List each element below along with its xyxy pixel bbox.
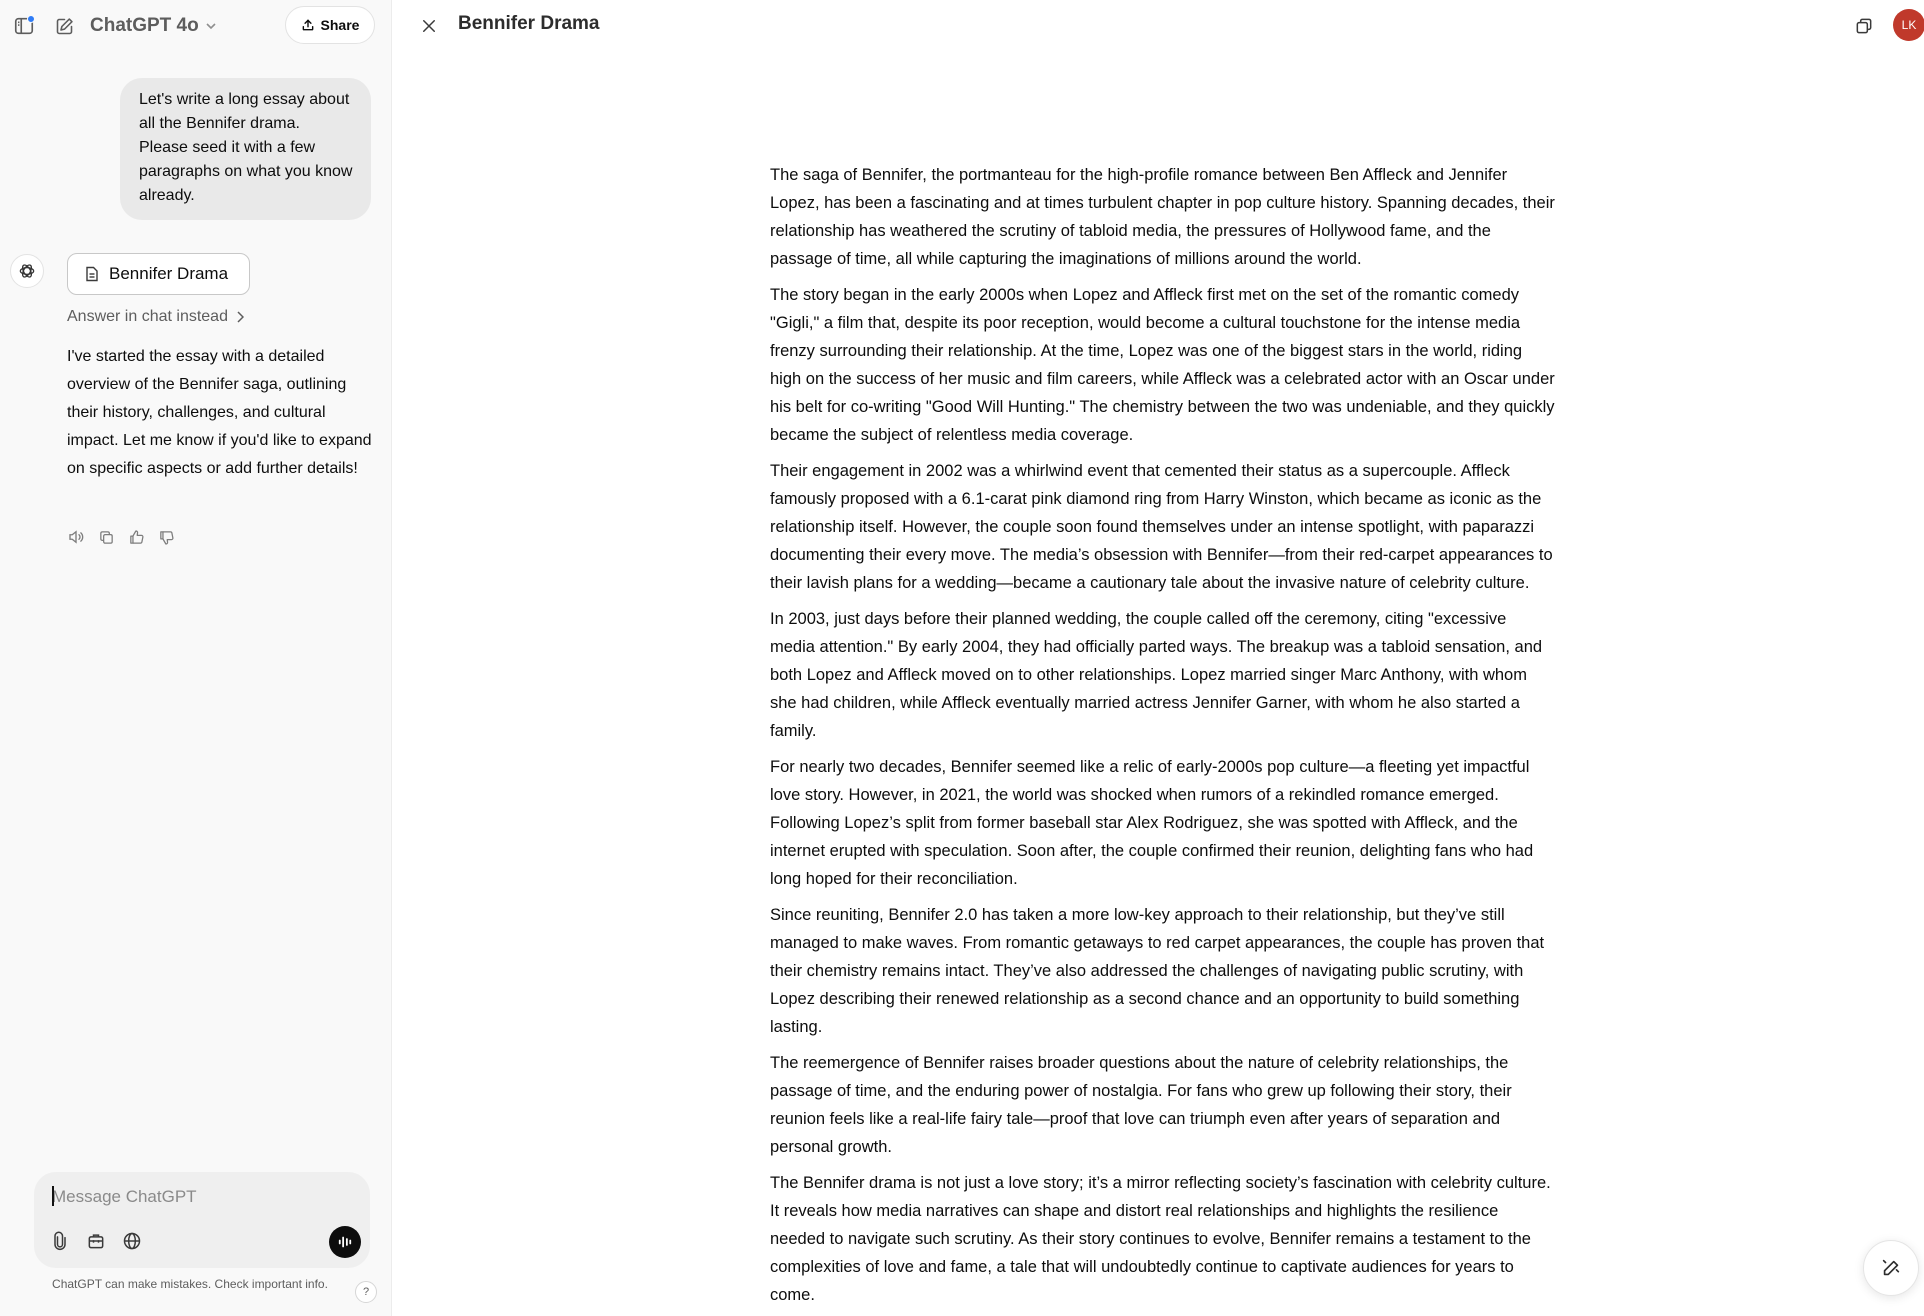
toolbox-icon <box>86 1231 106 1251</box>
chevron-right-icon <box>236 311 244 323</box>
close-canvas-button[interactable] <box>413 10 445 42</box>
canvas-pane <box>393 0 1924 1316</box>
answer-in-chat-label: Answer in chat instead <box>67 308 228 325</box>
user-message-bubble <box>120 78 371 220</box>
message-composer <box>34 1172 370 1268</box>
assistant-message-text: I've started the essay with a detailed overview of the Bennifer saga, outlining their history, challenges, and cultural impact. Let me know if you'd like to expand on specific aspects or add further details! <box>67 348 372 477</box>
thumbs-down-icon <box>158 529 175 546</box>
share-button[interactable] <box>285 6 375 44</box>
disclaimer-text: ChatGPT can make mistakes. Check important info. <box>52 1277 328 1291</box>
message-actions <box>64 525 178 549</box>
document-paragraph: The Bennifer drama is not just a love story; it’s a mirror reflecting society’s fascination with celebrity culture. It reveals how media narratives can shape and distort real relationships and highlights the resilience needed to navigate such scrutiny. As their story continues to evolve, Bennifer remains a testament to the complexities of love and fame, a tale that will undoubtedly continue to captivate audiences for years to come. <box>770 1174 1551 1304</box>
message-input[interactable] <box>52 1184 352 1210</box>
copy-icon <box>98 529 115 546</box>
openai-logo-icon <box>17 261 37 281</box>
document-paragraph: In 2003, just days before their planned wedding, the couple called off the ceremony, citing "excessive media attention." By early 2004, they had officially parted ways. The breakup was a tabloid sensation, and both Lopez and Affleck moved on to other relationships. Lopez married singer Marc Anthony, with whom she had children, while Affleck eventually married actress Jennifer Garner, with whom he also started a family. <box>770 610 1543 740</box>
answer-in-chat-link[interactable] <box>67 308 244 326</box>
canvas-card-label: Bennifer Drama <box>109 264 229 283</box>
chevron-down-icon <box>205 20 217 32</box>
user-message-text: Let's write a long essay about all the Bennifer drama. Please seed it with a few paragraphs on what you know already. <box>139 91 353 204</box>
document-paragraph: The saga of Bennifer, the portmanteau for the high-profile romance between Ben Affleck and Jennifer Lopez, has been a fascinating and at times turbulent chapter in pop culture history. Spanning decades, their relationship has weathered the scrutiny of tabloid media, the pressures of Hollywood fame, and the passage of time, all while capturing the imaginations of millions around the world. <box>770 166 1555 268</box>
notification-dot <box>27 15 35 23</box>
document-paragraph: The story began in the early 2000s when Lopez and Affleck first met on the set of the romantic comedy "Gigli," a film that, despite its poor reception, would become a cultural touchstone for the intense media frenzy surrounding their relationship. At the time, Lopez was one of the biggest stars in the world, riding high on the success of her music and film careers, while Affleck was a celebrated actor with an Oscar under his belt for co-writing "Good Will Hunting." The chemistry between the two was undeniable, and they quickly became the subject of relentless media coverage. <box>770 286 1555 444</box>
document-paragraph: Since reuniting, Bennifer 2.0 has taken a more low-key approach to their relationship, but they’ve still managed to make waves. From romantic getaways to red carpet appearances, the couple has proven that their chemistry remains intact. They’ve also addressed the challenges of navigating public scrutiny, with Lopez describing their renewed relationship as a second chance and an opportunity to build something lasting. <box>770 906 1545 1036</box>
edit-pencil-icon <box>1880 1257 1902 1279</box>
canvas-document-card[interactable] <box>67 253 250 295</box>
upload-icon <box>301 18 315 32</box>
canvas-document[interactable] <box>770 161 1555 1316</box>
assistant-avatar <box>10 254 44 288</box>
web-search-button[interactable] <box>118 1227 146 1255</box>
document-paragraph: Their engagement in 2002 was a whirlwind event that cemented their status as a supercouple. Affleck famously proposed with a 6.1-carat pink diamond ring from Harry Winston, which became as iconic as the relationship itself. However, the couple soon found themselves under an intense spotlight, with paparazzi documenting their every move. The media’s obsession with Bennifer—from their red-carpet appearances to their lavish plans for a wedding—became a cautionary tale about the invasive nature of celebrity culture. <box>770 462 1553 592</box>
speaker-icon <box>67 528 85 546</box>
versions-button[interactable] <box>1848 10 1880 42</box>
model-switcher[interactable] <box>90 12 217 40</box>
text-caret <box>52 1186 54 1206</box>
model-name: ChatGPT 4o <box>90 15 199 36</box>
thumbs-up-button[interactable] <box>124 525 148 549</box>
thumbs-down-button[interactable] <box>154 525 178 549</box>
read-aloud-button[interactable] <box>64 525 88 549</box>
help-button[interactable]: ? <box>355 1281 377 1303</box>
chat-pane <box>0 0 392 1316</box>
thumbs-up-icon <box>128 529 145 546</box>
document-icon <box>85 266 99 282</box>
voice-icon <box>336 1233 354 1251</box>
voice-mode-button[interactable] <box>329 1226 361 1258</box>
canvas-title: Bennifer Drama <box>458 13 600 34</box>
share-label: Share <box>320 17 360 33</box>
edit-suggestions-button[interactable] <box>1863 1240 1919 1296</box>
attach-button[interactable] <box>46 1227 74 1255</box>
globe-icon <box>122 1231 142 1251</box>
compose-icon <box>54 16 75 37</box>
new-chat-button[interactable] <box>48 10 80 42</box>
versions-icon <box>1854 16 1874 36</box>
user-avatar[interactable]: LK <box>1893 9 1924 41</box>
paperclip-icon <box>50 1231 70 1251</box>
document-paragraph: For nearly two decades, Bennifer seemed like a relic of early-2000s pop culture—a fleeting yet impactful love story. However, in 2021, the world was shocked when rumors of a rekindled romance emerged. Following Lopez’s split from former baseball star Alex Rodriguez, she was spotted with Affleck, and the internet erupted with speculation. Soon after, the couple confirmed their reunion, delighting fans who had long hoped for their reconciliation. <box>770 758 1534 888</box>
copy-button[interactable] <box>94 525 118 549</box>
sidebar-toggle-button[interactable] <box>8 10 40 42</box>
document-paragraph: The reemergence of Bennifer raises broader questions about the nature of celebrity relationships, the passage of time, and the enduring power of nostalgia. For fans who grew up following their story, their reunion feels like a real-life fairy tale—proof that love can triumph even after years of separation and personal growth. <box>770 1054 1512 1156</box>
tools-button[interactable] <box>82 1227 110 1255</box>
close-icon <box>420 17 438 35</box>
